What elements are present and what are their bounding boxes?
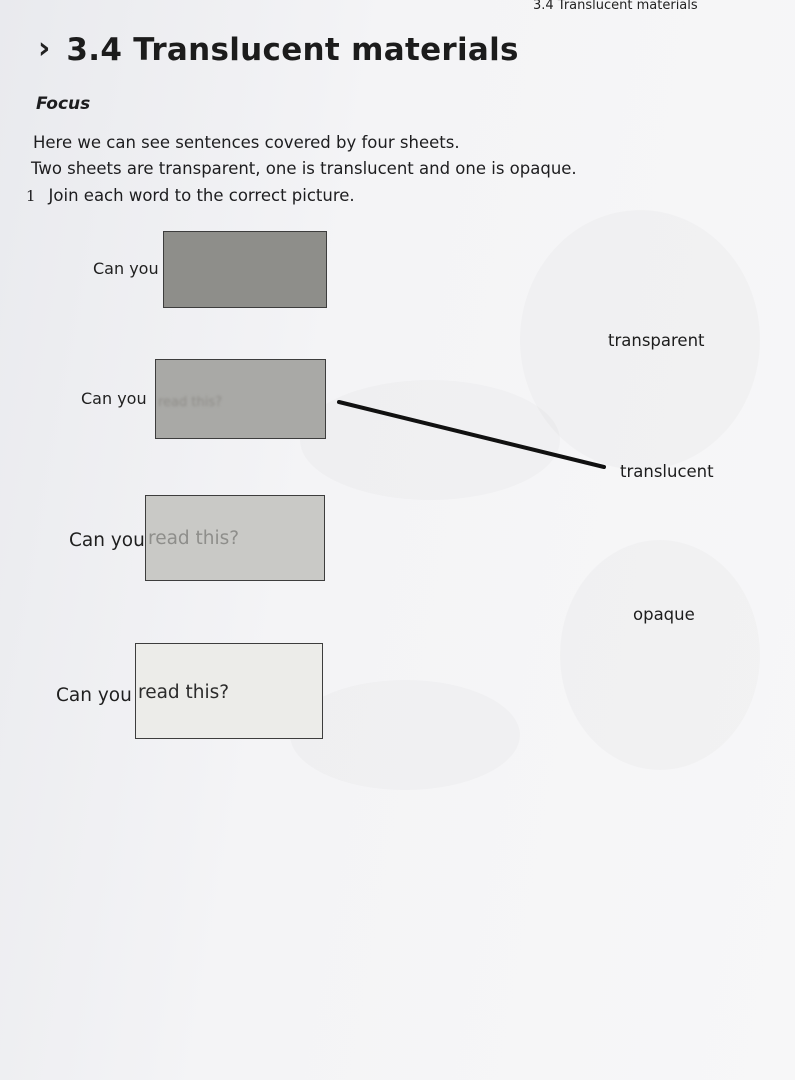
picture-4-label: Can you [56,685,132,706]
picture-2-sheet-text: read this? [158,394,223,410]
join-line [339,402,604,467]
picture-2-label: Can you [81,389,147,408]
picture-3-sheet-text: read this? [148,527,240,549]
intro-line-2: Two sheets are transparent, one is translucent and one is opaque. [31,159,577,178]
question-number: 1 [26,187,36,205]
page-title: 3.4 Translucent materials [66,32,519,68]
chevron-right-icon: › [38,30,51,66]
intro-line-1: Here we can see sentences covered by four sheets. [33,133,460,152]
picture-4-sheet-text: read this? [138,682,230,703]
running-head: 3.4 Translucent materials [533,0,698,13]
picture-3-label: Can you [69,530,145,551]
question-text: Join each word to the correct picture. [48,186,355,205]
picture-1-label: Can you [93,259,159,278]
word-transparent[interactable]: transparent [608,331,705,350]
word-translucent[interactable]: translucent [620,462,714,481]
word-opaque[interactable]: opaque [633,605,695,624]
focus-label: Focus [36,94,91,114]
